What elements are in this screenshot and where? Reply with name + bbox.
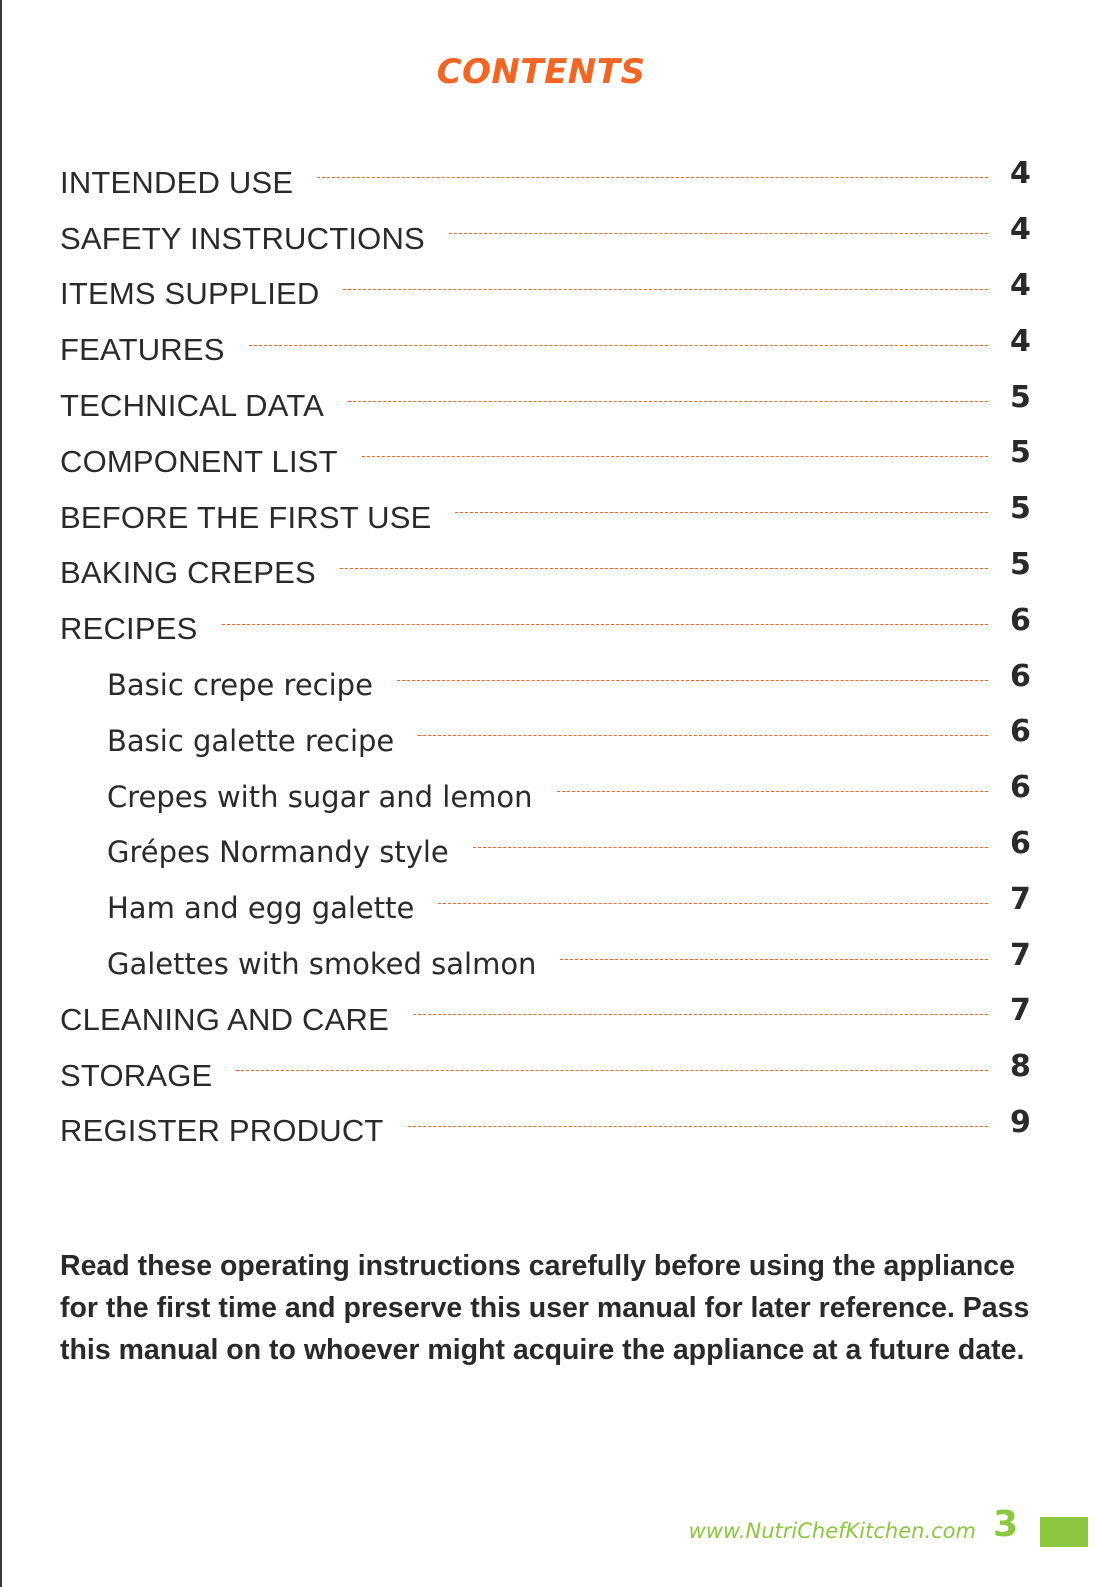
toc-dotted-leader xyxy=(222,624,989,625)
toc-entry-page-number: 9 xyxy=(1010,1104,1031,1140)
toc-subentry[interactable] xyxy=(60,877,1030,933)
toc-entry-label: Basic crepe recipe xyxy=(107,668,373,703)
table-of-contents xyxy=(60,152,1030,1156)
toc-dotted-leader xyxy=(343,289,988,290)
toc-dotted-leader xyxy=(473,847,988,848)
toc-entry-page-number: 4 xyxy=(1010,267,1031,303)
toc-entry-label: REGISTER PRODUCT xyxy=(60,1113,384,1149)
toc-entry-page-number: 6 xyxy=(1010,658,1031,694)
toc-subentry[interactable] xyxy=(60,710,1030,766)
toc-entry[interactable] xyxy=(60,319,1030,375)
toc-subentry[interactable] xyxy=(60,822,1030,878)
toc-entry[interactable] xyxy=(60,598,1030,654)
toc-entry-page-number: 5 xyxy=(1010,379,1031,415)
toc-dotted-leader xyxy=(408,1126,988,1127)
toc-subentry[interactable] xyxy=(60,766,1030,822)
toc-entry[interactable] xyxy=(60,543,1030,599)
toc-entry-label: Galettes with smoked salmon xyxy=(107,947,537,982)
toc-entry[interactable] xyxy=(60,989,1030,1045)
toc-entry-page-number: 5 xyxy=(1010,435,1031,471)
toc-entry-page-number: 4 xyxy=(1010,212,1031,248)
toc-entry-page-number: 5 xyxy=(1010,546,1031,582)
page-title: CONTENTS xyxy=(436,52,646,92)
toc-entry-page-number: 7 xyxy=(1010,881,1031,917)
toc-entry-label: STORAGE xyxy=(60,1057,213,1093)
toc-entry-label: Basic galette recipe xyxy=(107,723,395,758)
toc-entry-label: ITEMS SUPPLIED xyxy=(60,276,320,312)
footer-accent-bar xyxy=(1040,1517,1088,1547)
toc-entry-label: BAKING CREPES xyxy=(60,555,316,591)
toc-entry-label: INTENDED USE xyxy=(60,164,294,200)
toc-entry-page-number: 6 xyxy=(1010,714,1031,750)
toc-dotted-leader xyxy=(557,791,988,792)
toc-dotted-leader xyxy=(413,1014,988,1015)
toc-dotted-leader xyxy=(455,512,988,513)
toc-entry-label: SAFETY INSTRUCTIONS xyxy=(60,220,425,256)
toc-entry-page-number: 7 xyxy=(1010,937,1031,973)
toc-dotted-leader xyxy=(449,233,988,234)
footer-website-link[interactable]: www.NutriChefKitchen.com xyxy=(688,1519,976,1543)
toc-entry-label: Crepes with sugar and lemon xyxy=(107,779,533,814)
toc-dotted-leader xyxy=(362,456,988,457)
toc-entry[interactable] xyxy=(60,1045,1030,1101)
toc-entry-label: Grépes Normandy style xyxy=(107,835,449,870)
toc-dotted-leader xyxy=(317,177,988,178)
toc-entry-page-number: 8 xyxy=(1010,1049,1031,1085)
toc-dotted-leader xyxy=(438,903,988,904)
toc-entry-page-number: 6 xyxy=(1010,602,1031,638)
toc-entry[interactable] xyxy=(60,1101,1030,1157)
toc-subentry[interactable] xyxy=(60,654,1030,710)
toc-entry-label: RECIPES xyxy=(60,611,198,647)
toc-dotted-leader xyxy=(348,401,988,402)
toc-entry-page-number: 6 xyxy=(1010,825,1031,861)
footer-page-number: 3 xyxy=(993,1504,1019,1545)
toc-dotted-leader xyxy=(236,1070,988,1071)
toc-entry[interactable] xyxy=(60,264,1030,320)
toc-entry-label: COMPONENT LIST xyxy=(60,443,338,479)
toc-entry-page-number: 4 xyxy=(1010,323,1031,359)
toc-dotted-leader xyxy=(560,959,988,960)
toc-entry[interactable] xyxy=(60,431,1030,487)
page-left-edge xyxy=(0,0,2,1587)
toc-entry-page-number: 5 xyxy=(1010,491,1031,527)
toc-subentry[interactable] xyxy=(60,933,1030,989)
toc-entry[interactable] xyxy=(60,375,1030,431)
toc-dotted-leader xyxy=(418,735,988,736)
toc-dotted-leader xyxy=(249,345,988,346)
toc-entry-page-number: 6 xyxy=(1010,770,1031,806)
toc-entry-label: TECHNICAL DATA xyxy=(60,388,325,424)
reading-notice: Read these operating instructions carefully before using the appliance for the first time and preserve this user manual for later reference. Pass this manual on to whoever might acquire the appliance at a future date. xyxy=(60,1250,1030,1366)
toc-entry[interactable] xyxy=(60,152,1030,208)
toc-entry-label: Ham and egg galette xyxy=(107,891,415,926)
toc-entry-label: BEFORE THE FIRST USE xyxy=(60,499,432,535)
toc-entry[interactable] xyxy=(60,487,1030,543)
toc-entry-page-number: 7 xyxy=(1010,993,1031,1029)
toc-entry-label: CLEANING AND CARE xyxy=(60,1001,389,1037)
toc-dotted-leader xyxy=(340,568,988,569)
toc-entry[interactable] xyxy=(60,208,1030,264)
toc-entry-page-number: 4 xyxy=(1010,156,1031,192)
toc-entry-label: FEATURES xyxy=(60,332,225,368)
toc-dotted-leader xyxy=(397,680,988,681)
